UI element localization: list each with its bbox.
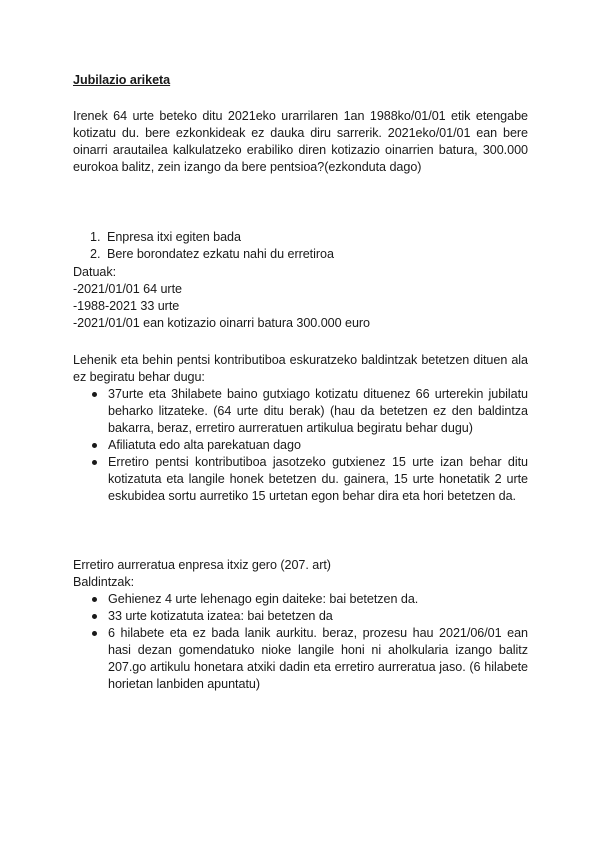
data-line: -2021/01/01 64 urte	[73, 282, 182, 296]
document-title: Jubilazio ariketa	[73, 73, 171, 87]
list-number: 1.	[90, 230, 101, 244]
questions-list	[73, 229, 334, 263]
requirements-list	[73, 386, 528, 505]
list-item-text: Erretiro pentsi kontributiboa jasotzeko gutxienez 15 urte izan behar ditu kotizatuta eta langile honek betetzen du. gainera, 15 urte honetatik 2 urte eskubidea sortu aurretiko 15 urtetan egon behar dira eta hori betetzen da.	[108, 455, 528, 503]
list-item	[73, 386, 528, 437]
bullet-icon	[92, 597, 97, 602]
list-item-text: 37urte eta 3hilabete baino gutxiago kotizatu dituenez 66 urterekin jubilatu beharko litzateke. (64 urte ditu berak) (hau da betetzen ez den baldintza bakarra, beraz, erretiro aurreratuen artikulua begiratu behar dugu)	[108, 387, 528, 435]
list-item	[73, 608, 528, 625]
list-item	[73, 591, 528, 608]
list-item	[73, 625, 528, 693]
bullet-icon	[92, 443, 97, 448]
list-item-text: 33 urte kotizatuta izatea: bai betetzen da	[108, 609, 333, 623]
data-line: -1988-2021 33 urte	[73, 299, 180, 313]
list-item	[73, 454, 528, 505]
early-retirement-heading: Erretiro aurreratua enpresa itxiz gero (207. art)	[73, 558, 331, 572]
bullet-icon	[92, 392, 97, 397]
data-heading: Datuak:	[73, 265, 117, 279]
bullet-icon	[92, 460, 97, 465]
list-number: 2.	[90, 247, 101, 261]
intro-paragraph: Irenek 64 urte beteko ditu 2021eko urarrilaren 1an 1988ko/01/01 etik etengabe kotizatu du. bere ezkonkideak ez dauka diru sarrerik. 2021eko/01/01 ean bere oinarri arautailea kalkulatzeko erabiliko diren kotizazio oinarrien batura, 300.000 eurokoa balitz, zein izango da bere pentsioa?(ezkonduta dago)	[73, 109, 528, 174]
data-line: -2021/01/01 ean kotizazio oinarri batura 300.000 euro	[73, 316, 371, 330]
bullet-icon	[92, 614, 97, 619]
list-item	[73, 229, 334, 246]
list-item-text: 6 hilabete eta ez bada lanik aurkitu. beraz, prozesu hau 2021/06/01 ean hasi dezan gomendatuko nioke langile honi ni aholkularia izango balitz 207.go artikulu honetara atxiki dadin eta erretiro aurreratua jaso. (6 hilabete horietan lanbiden apuntatu)	[108, 626, 528, 691]
conditions-heading: Baldintzak:	[73, 575, 135, 589]
data-block	[73, 264, 370, 332]
early-retirement-section	[73, 557, 331, 591]
list-item-text: Enpresa itxi egiten bada	[107, 230, 241, 244]
list-item	[73, 437, 528, 454]
requirements-intro: Lehenik eta behin pentsi kontributiboa eskuratzeko baldintzak betetzen dituen ala ez begiratu behar dugu:	[73, 353, 528, 384]
list-item-text: Bere borondatez ezkatu nahi du erretiroa	[107, 247, 334, 261]
bullet-icon	[92, 631, 97, 636]
list-item-text: Gehienez 4 urte lehenago egin daiteke: bai betetzen da.	[108, 592, 419, 606]
list-item	[73, 246, 334, 263]
list-item-text: Afiliatuta edo alta parekatuan dago	[108, 438, 301, 452]
conditions-list	[73, 591, 528, 693]
